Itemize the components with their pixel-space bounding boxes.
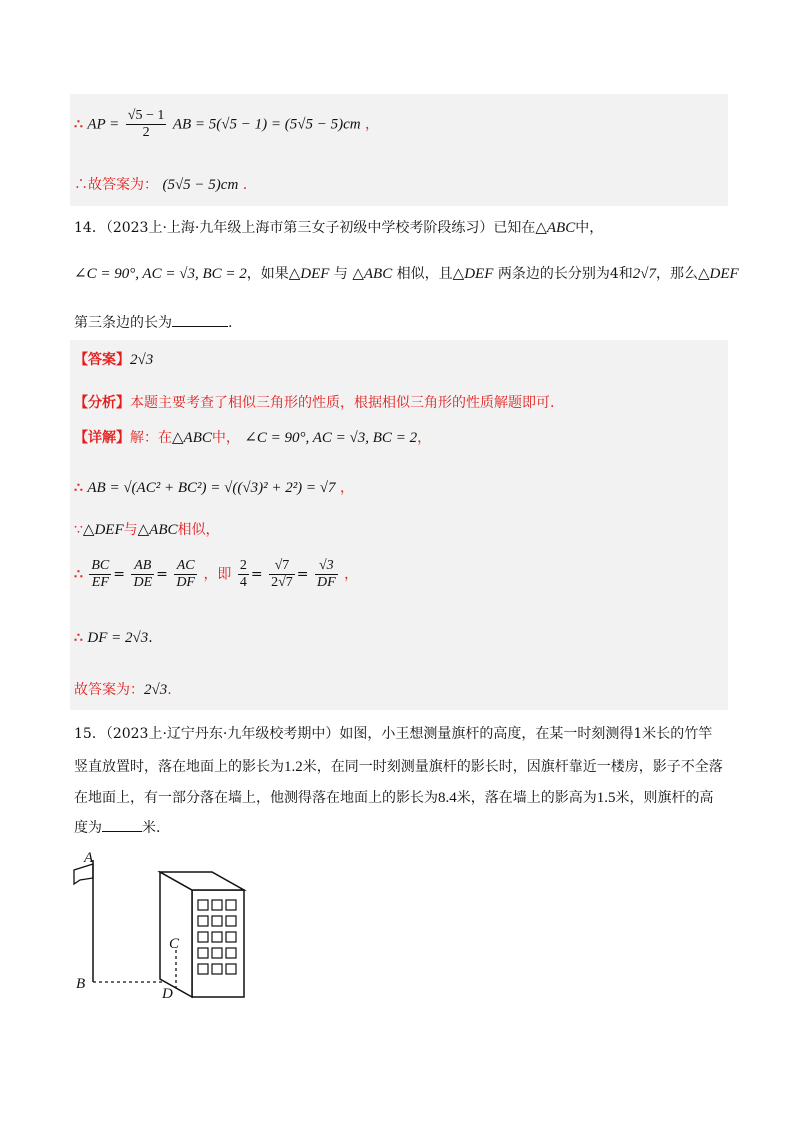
q14-ab-step: ∴ AB = √(AC² + BC²) = √((√3)² + 2²) = √7 ，	[74, 480, 354, 496]
flag-icon	[74, 864, 93, 884]
answer-blank	[172, 314, 228, 327]
label-a: A	[84, 850, 94, 866]
q15-line2: 竖直放置时，落在地面上的影长为1.2米，在同一时刻测量旗杆的影长时，因旗杆靠近一楼房，影子不全落	[74, 759, 723, 775]
q14-df-step: ∴ DF = 2√3.	[74, 630, 153, 646]
q14-stem-line2: ∠C = 90°, AC = √3, BC = 2，如果△DEF 与 △ABC 相似，且△DEF 两条边的长分别为4和2√7，那么△DEF	[74, 266, 739, 282]
q15-line3: 在地面上，有一部分落在墙上，他测得落在地面上的影长为8.4米，落在墙上的影高为1.5米，则旗杆的高	[74, 790, 714, 806]
q14-stem-line3: 第三条边的长为 .	[74, 315, 233, 331]
q14-because-step: ∵△DEF与△ABC相似，	[74, 522, 220, 538]
label-c: C	[169, 936, 180, 952]
label-b: B	[76, 976, 86, 992]
label-d: D	[162, 986, 173, 1002]
q14-detail: 【详解】解：在△ABC中， ∠C = 90°, AC = √3, BC = 2，	[74, 430, 432, 446]
q15-line1: 15．（2023上·辽宁丹东·九年级校考期中）如图，小王想测量旗杆的高度，在某一时刻测得1米长的竹竿	[74, 726, 713, 742]
q13-final-answer: ∴故答案为： (5√5 − 5)cm .	[74, 177, 248, 193]
fraction: $\frac{√5 - 1}{2}$	[127, 108, 165, 140]
q14-ratio-step: ∴ $\frac{BC}{EF}$ = $\frac{AB}{DE}$ = $\frac{AC}{DF}$ ，即 $\frac{2}{4}$ = $\frac{√7}{2√7}$ = $\frac{√3}{DF}$ ，	[74, 558, 359, 590]
q14-answer: 【答案】2√3	[74, 352, 154, 368]
q14-stem-line1: 14．（2023上·上海·九年级上海市第三女子初级中学校考阶段练习）已知在△ABC中，	[74, 220, 604, 236]
q14-final-answer: 故答案为：2√3.	[74, 682, 172, 698]
building-side	[160, 872, 192, 997]
flagpole-building-figure	[66, 842, 256, 1002]
q13-line1: ∴ AP = $\frac{√5 - 1}{2}$ AB = 5(√5 − 1) = (5√5 − 5)cm ，	[74, 108, 380, 140]
q14-analysis: 【分析】本题主要考查了相似三角形的性质，根据相似三角形的性质解题即可.	[74, 395, 555, 411]
q15-line4: 度为 米.	[74, 820, 161, 836]
answer-blank	[102, 819, 142, 832]
